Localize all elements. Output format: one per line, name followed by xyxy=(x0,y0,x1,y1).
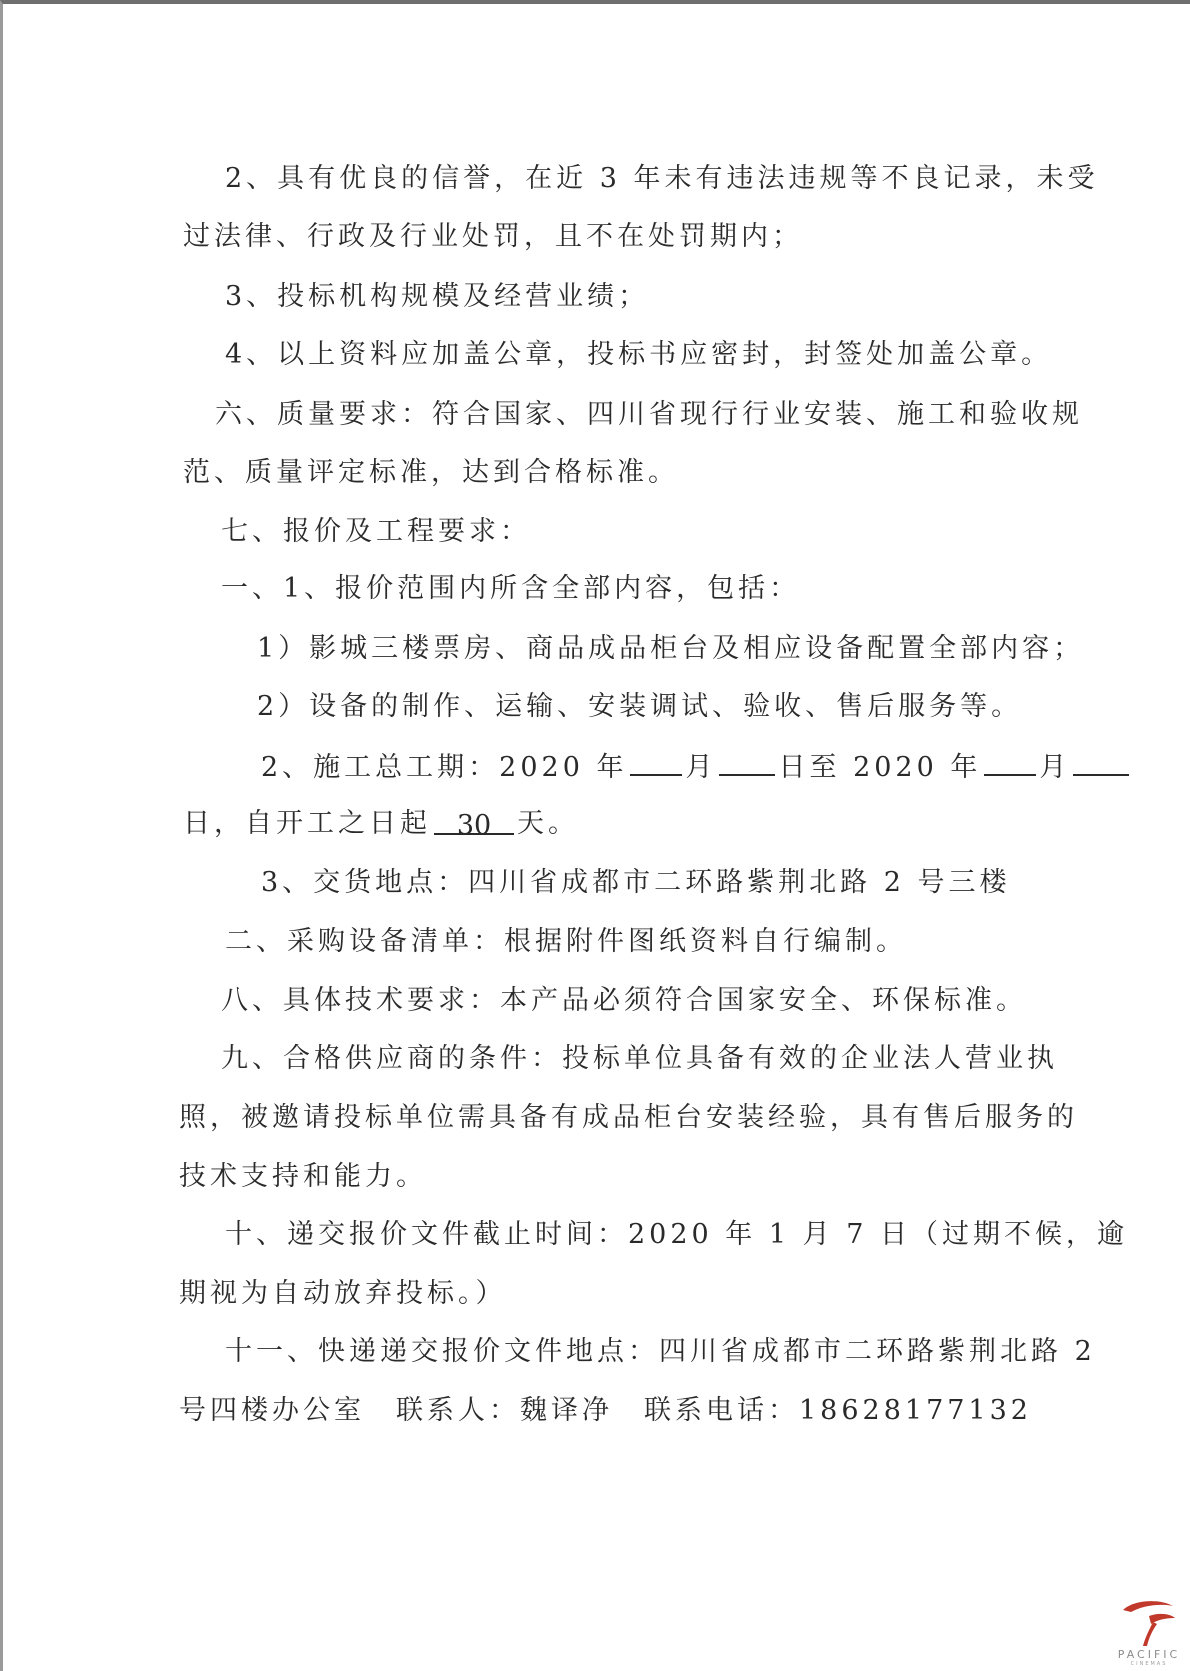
schedule-line xyxy=(261,748,1132,785)
text-line: 七、报价及工程要求： xyxy=(221,516,531,547)
text-line: 4、以上资料应加盖公章，投标书应密封，封签处加盖公章。 xyxy=(225,339,1053,370)
text-line: 3、交货地点：四川省成都市二环路紫荆北路 2 号三楼 xyxy=(261,867,1011,898)
text-line: 技术支持和能力。 xyxy=(179,1161,427,1192)
pacific-swoosh-icon xyxy=(1119,1594,1179,1648)
logo-subtitle: CINEMAS xyxy=(1130,1661,1168,1667)
text-line: 六、质量要求：符合国家、四川省现行行业安装、施工和验收规 xyxy=(215,399,1083,430)
text-line: 一、1、报价范围内所含全部内容，包括： xyxy=(221,573,801,604)
day-label: 日至 2020 年 xyxy=(778,752,982,783)
blank-month-2 xyxy=(984,748,1036,776)
text-line: 3、投标机构规模及经营业绩； xyxy=(225,281,650,312)
text-line: 二、采购设备清单：根据附件图纸资料自行编制。 xyxy=(225,926,907,957)
text-line: 十、递交报价文件截止时间：2020 年 1 月 7 日（过期不候，逾 xyxy=(225,1219,1128,1250)
blank-day-2 xyxy=(1073,748,1129,776)
text-line: 照，被邀请投标单位需具备有成品柜台安装经验，具有售后服务的 xyxy=(179,1102,1078,1133)
pacific-cinemas-logo xyxy=(1105,1594,1189,1670)
duration-blank xyxy=(434,807,514,841)
text-line: 号四楼办公室 联系人：魏译净 联系电话：18628177132 xyxy=(179,1395,1032,1426)
blank-month xyxy=(630,748,682,776)
text-line: 期视为自动放弃投标。） xyxy=(179,1278,507,1309)
blank-day xyxy=(719,748,775,776)
text-line: 十一、快递递交报价文件地点：四川省成都市二环路紫荆北路 2 xyxy=(225,1336,1096,1367)
schedule-prefix: 2、施工总工期：2020 年 xyxy=(261,752,628,783)
text-line: 2、具有优良的信誉，在近 3 年未有违法违规等不良记录，未受 xyxy=(225,163,1099,194)
text-line: 范、质量评定标准，达到合格标准。 xyxy=(183,457,679,488)
text-line: 2）设备的制作、运输、安装调试、验收、售后服务等。 xyxy=(257,691,1023,722)
day-start: 日，自开工之日起 xyxy=(183,808,431,839)
month-label: 月 xyxy=(685,752,717,783)
logo-name: PACIFIC xyxy=(1117,1648,1181,1661)
month-label-2: 月 xyxy=(1039,752,1071,783)
day-end: 天。 xyxy=(517,808,579,839)
text-line: 过法律、行政及行业处罚，且不在处罚期内； xyxy=(183,221,803,252)
text-line: 1）影城三楼票房、商品成品柜台及相应设备配置全部内容； xyxy=(257,633,1085,664)
duration-value: 30 xyxy=(456,810,492,841)
schedule-line-2 xyxy=(183,807,579,841)
text-line: 九、合格供应商的条件：投标单位具备有效的企业法人营业执 xyxy=(221,1043,1058,1074)
text-line: 八、具体技术要求：本产品必须符合国家安全、环保标准。 xyxy=(221,985,1027,1016)
